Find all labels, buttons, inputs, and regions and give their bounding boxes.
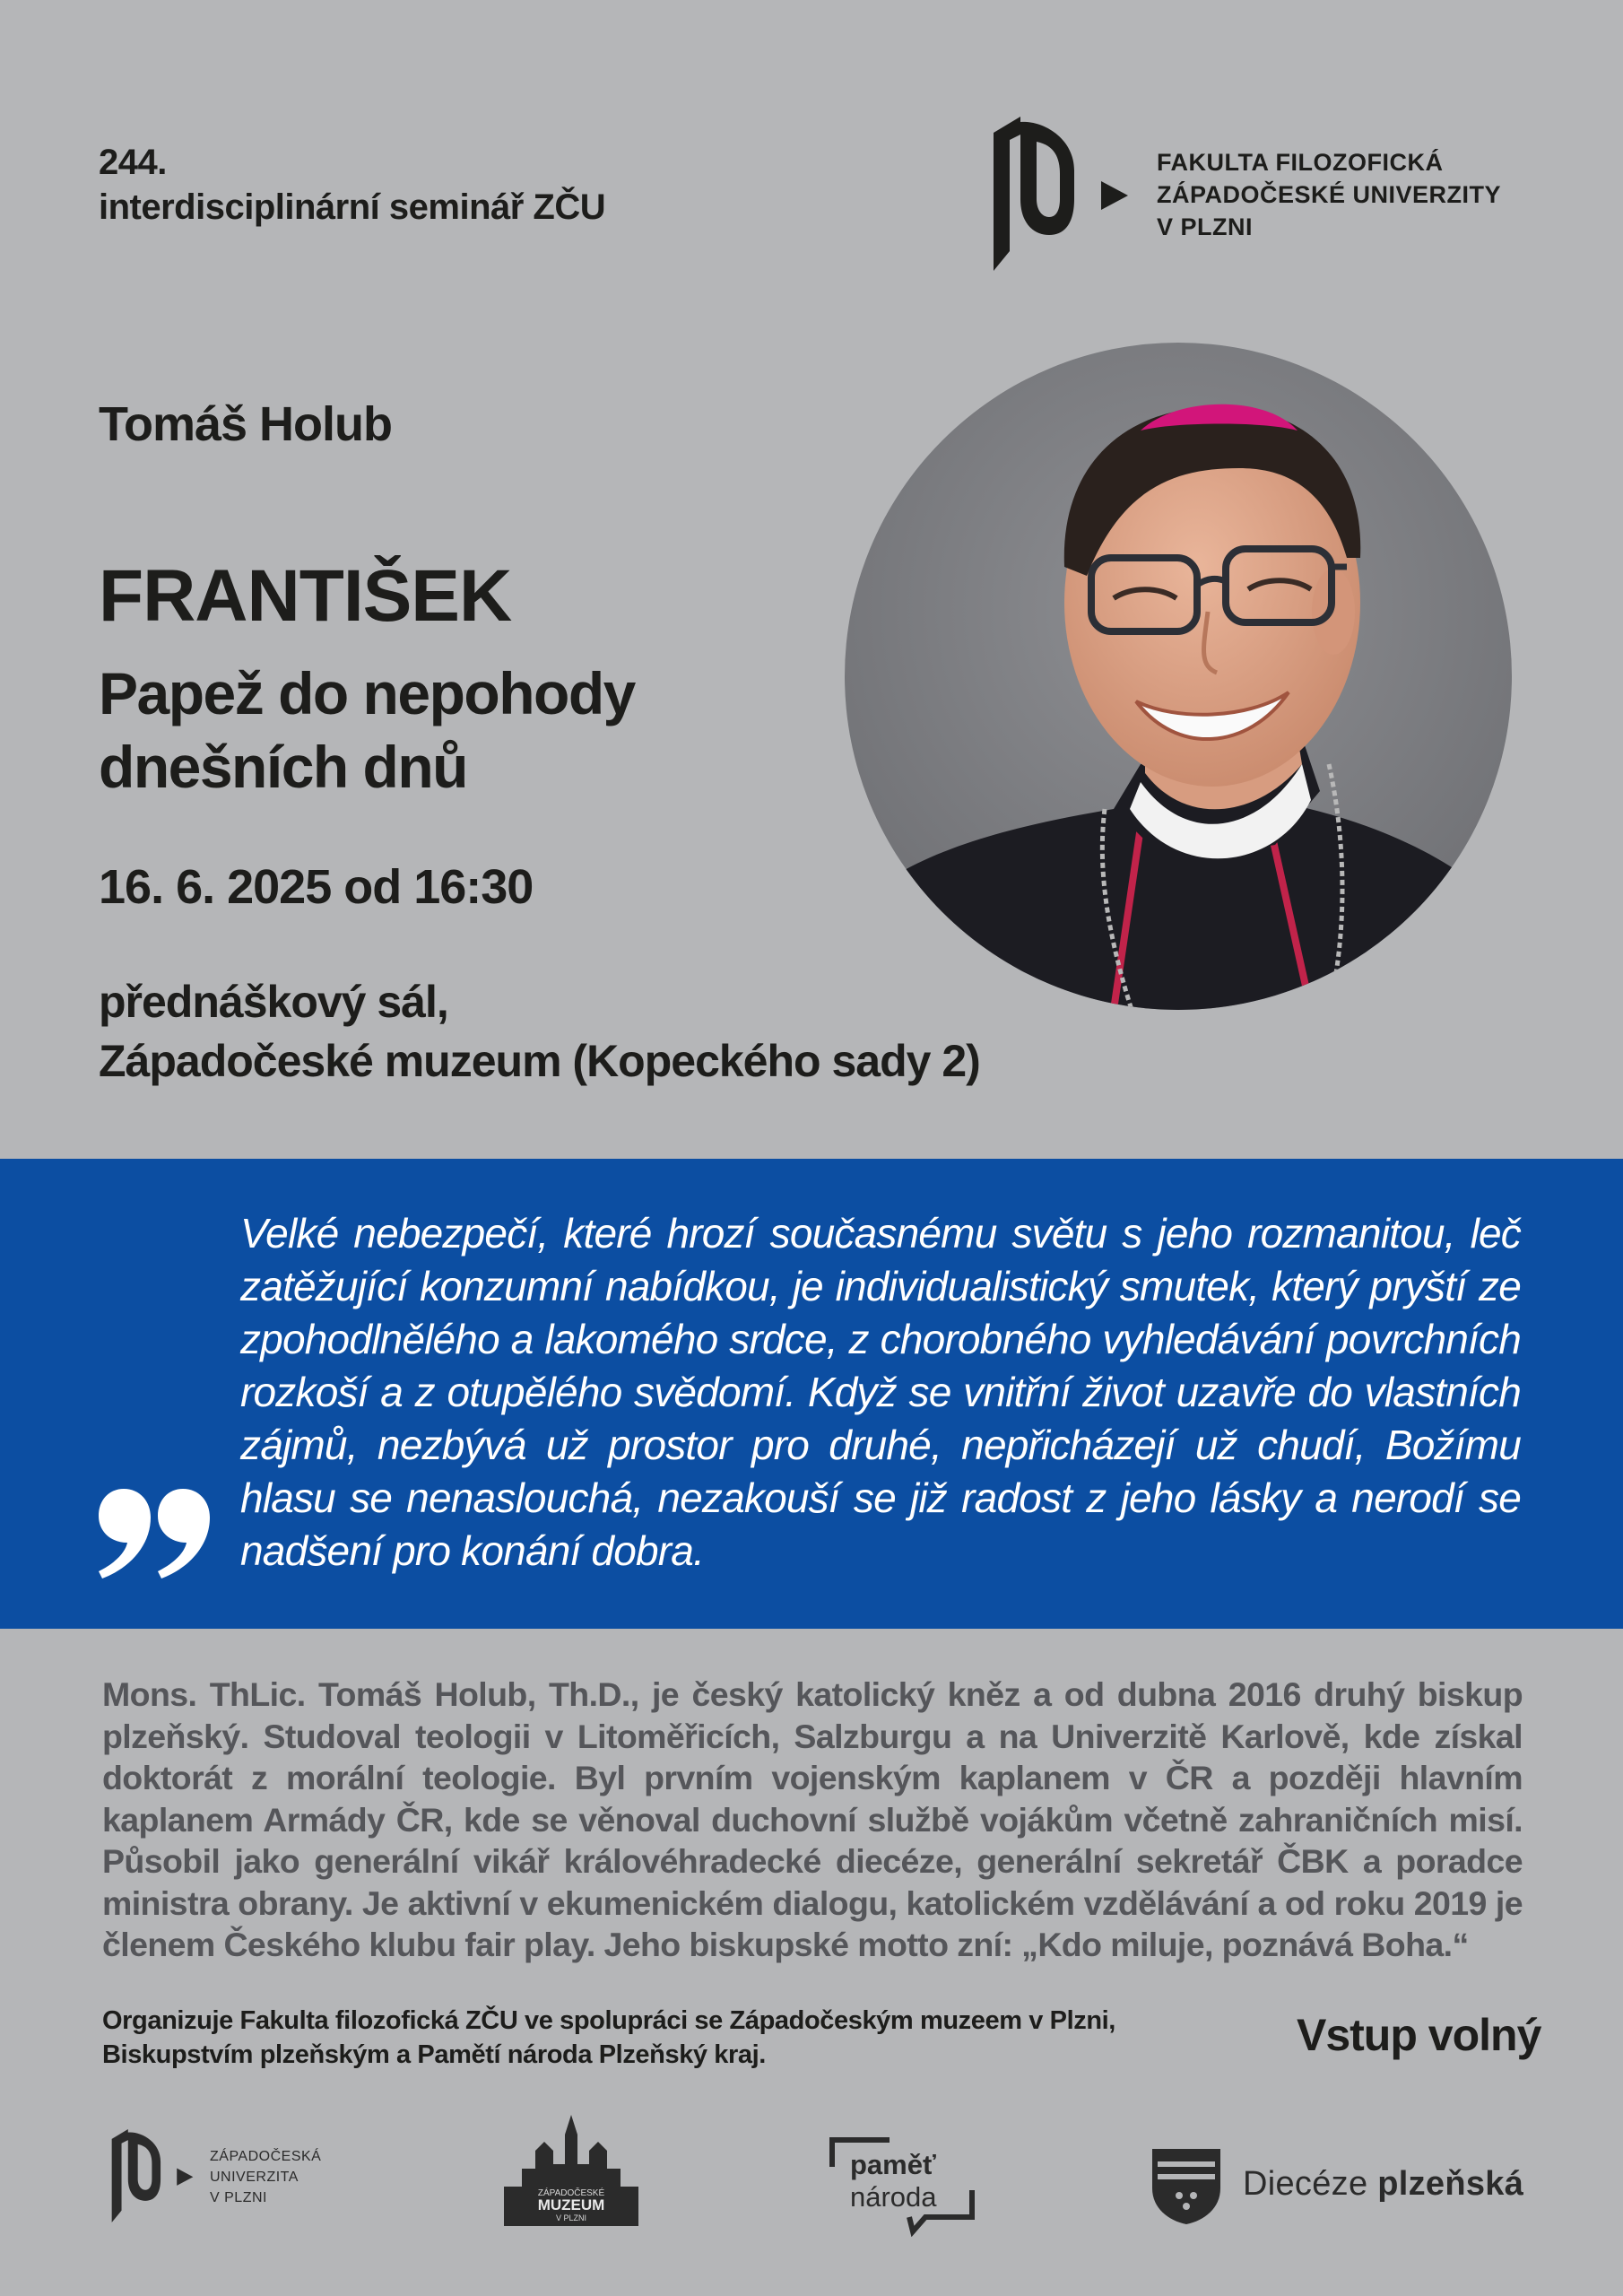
faculty-line-1: FAKULTA FILOZOFICKÁ (1157, 149, 1444, 176)
faculty-name (1157, 146, 1501, 243)
seminar-heading (99, 140, 605, 230)
organizer-line-1: Organizuje Fakulta filozofická ZČU ve spolupráci se Západočeským muzeem v Plzni, (102, 2006, 1115, 2035)
seminar-name: interdisciplinární seminář ZČU (99, 187, 606, 227)
muzeum-logo-icon (495, 2115, 647, 2231)
venue-line-1: přednáškový sál, (99, 977, 448, 1027)
faculty-line-3: V PLZNI (1157, 213, 1254, 240)
quotation-mark-icon (99, 1489, 210, 1578)
muzeum-line-2: MUZEUM (537, 2196, 605, 2213)
faculty-logo-icon (994, 117, 1128, 271)
lecture-title: FRANTIŠEK (99, 555, 512, 637)
muzeum-line-3: V PLZNI (555, 2213, 587, 2222)
diocese-shield-icon (1152, 2149, 1220, 2224)
entry-free-label: Vstup volný (1297, 2010, 1541, 2060)
zcu-line-2: UNIVERZITA (210, 2170, 299, 2185)
zcu-line-1: ZÁPADOČESKÁ (210, 2149, 322, 2164)
speaker-portrait (845, 343, 1512, 1010)
diocese-regular: Diecéze (1243, 2165, 1368, 2203)
organizer-line-2: Biskupstvím plzeňským a Pamětí národa Plzeňský kraj. (102, 2040, 766, 2069)
event-datetime: 16. 6. 2025 od 16:30 (99, 860, 534, 914)
seminar-number: 244. (99, 143, 167, 182)
zcu-logo-icon (109, 2129, 195, 2222)
zcu-logo-text (210, 2146, 321, 2208)
organizer-note (102, 2004, 1268, 2072)
muzeum-line-1: ZÁPADOČESKÉ (537, 2188, 605, 2198)
pamet-line-1: paměť (850, 2149, 936, 2180)
diocese-logo-text (1243, 2165, 1523, 2204)
portrait-illustration (845, 343, 1512, 1010)
speaker-bio: Mons. ThLic. Tomáš Holub, Th.D., je český katolický kněz a od dubna 2016 druhý biskup plzeňský. Studoval teologii v Litoměřicích, Salzburgu a na Univerzitě Karlově, kde získal doktorát z morální teologie. Byl prvním vojenským kaplanem v ČR a později hlavním kaplanem Armády ČR, kde se věnoval duchovní službě vojákům včetně zahraničních misí. Působil jako generální vikář královéhradecké diecéze, generální sekretář ČBK a poradce ministra obrany. Je aktivní v ekumenickém dialogu, katolickém vzdělávání a od roku 2019 je členem Českého klubu fair play. Jeho biskupské motto zní: „Kdo miluje, poznává Boha.“ (102, 1675, 1523, 1963)
event-venue (99, 972, 980, 1091)
zcu-line-3: V PLZNI (210, 2190, 267, 2205)
lecture-subtitle: Papež do nepohody dnešních dnů (99, 660, 635, 800)
venue-line-2: Západočeské muzeum (Kopeckého sady 2) (99, 1036, 980, 1086)
pamet-line-2: národa (850, 2181, 937, 2213)
speaker-name: Tomáš Holub (99, 397, 393, 451)
pamet-naroda-logo-icon (827, 2135, 977, 2237)
faculty-line-2: ZÁPADOČESKÉ UNIVERZITY (1157, 181, 1502, 208)
quote-text: Velké nebezpečí, které hrozí současnému světu s jeho rozmanitou, leč zatěžující konzumní nabídkou, je individualistický smutek, který pryští ze zpohodlnělého a lakomého srdce, z chorobného vyhledávání povrchních rozkoší a z otupělého svědomí. Když se vnitřní život uzavře do vlastních zájmů, nezbývá už prostor pro druhé, nepřicházejí už chudí, Božímu hlasu se nenaslouchá, nezakouší se již radost z jeho lásky a nerodí se nadšení pro konání dobra. (240, 1210, 1521, 1574)
diocese-bold: plzeňská (1377, 2165, 1524, 2203)
